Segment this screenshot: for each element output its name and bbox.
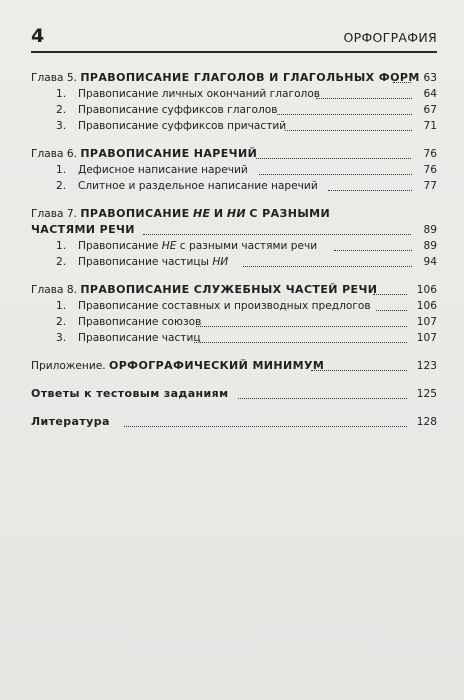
chapter-title: ПРАВОПИСАНИЕ СЛУЖЕБНЫХ ЧАСТЕЙ РЕЧИ (80, 283, 378, 296)
section-number: 2. (56, 316, 67, 328)
leader-dots (316, 98, 412, 99)
toc-appendix[interactable] (31, 358, 437, 374)
page-ref: 63 (423, 72, 437, 84)
chapter-title-part: И (213, 207, 224, 220)
page-ref: 64 (423, 88, 437, 100)
leader-dots (334, 250, 412, 251)
section-title-ne: НЕ (161, 240, 177, 252)
toc-literature[interactable] (31, 414, 437, 430)
chapter-label: Глава 5. (31, 72, 77, 84)
chapter-title-part: ПРАВОПИСАНИЕ (80, 207, 190, 220)
toc-section[interactable] (31, 118, 437, 134)
section-title: Слитное и раздельное написание наречий (78, 180, 318, 192)
section-title: Правописание суффиксов причастий (78, 120, 287, 132)
toc-section[interactable] (31, 298, 437, 314)
toc-section[interactable] (31, 254, 437, 270)
table-of-contents (31, 70, 437, 430)
toc-section[interactable] (31, 178, 437, 194)
page-ref: 125 (416, 388, 437, 400)
toc-chapter-7[interactable] (31, 206, 437, 222)
page-ref: 107 (416, 316, 437, 328)
chapter-label: Глава 8. (31, 284, 77, 296)
page-ref: 128 (416, 416, 437, 428)
page-ref: 123 (416, 360, 437, 372)
leader-dots (238, 398, 407, 399)
chapter-title-part: С РАЗНЫМИ (249, 207, 331, 220)
section-number: 3. (56, 332, 67, 344)
appendix-title: ОРФОГРАФИЧЕСКИЙ МИНИМУМ (108, 359, 325, 372)
chapter-title-ni: НИ (226, 207, 247, 220)
toc-section[interactable] (31, 238, 437, 254)
section-title-pre: Правописание (78, 240, 162, 252)
toc-answers[interactable] (31, 386, 437, 402)
leader-dots (393, 82, 411, 83)
toc-chapter-6[interactable] (31, 146, 437, 162)
toc-section[interactable] (31, 314, 437, 330)
chapter-title-line2: ЧАСТЯМИ РЕЧИ (31, 223, 135, 236)
section-number: 1. (56, 240, 67, 252)
leader-dots (277, 114, 412, 115)
toc-section[interactable] (31, 86, 437, 102)
leader-dots (311, 370, 407, 371)
chapter-label: Глава 6. (31, 148, 77, 160)
leader-dots (143, 234, 411, 235)
toc-section[interactable] (31, 102, 437, 118)
section-title-post: с разными частями речи (176, 240, 318, 252)
toc-chapter-8[interactable] (31, 282, 437, 298)
leader-dots (243, 266, 412, 267)
literature-title: Литература (31, 415, 110, 428)
section-title: Правописание суффиксов глаголов (78, 104, 278, 116)
page-header (31, 27, 437, 53)
section-number: 2. (56, 180, 67, 192)
section-title-pre: Правописание частицы (78, 256, 213, 268)
leader-dots (194, 342, 407, 343)
leader-dots (376, 310, 407, 311)
page-ref: 106 (416, 284, 437, 296)
answers-title: Ответы к тестовым заданиям (31, 387, 229, 400)
page-ref: 67 (423, 104, 437, 116)
page-ref: 77 (423, 180, 437, 192)
section-title: Правописание частиц (78, 332, 201, 344)
chapter-label: Глава 7. (31, 208, 77, 220)
toc-section[interactable] (31, 162, 437, 178)
page-ref: 76 (423, 148, 437, 160)
leader-dots (196, 326, 407, 327)
leader-dots (259, 174, 412, 175)
toc-section[interactable] (31, 330, 437, 346)
toc-chapter-5[interactable] (31, 70, 437, 86)
page-number: 4 (31, 25, 45, 47)
leader-dots (256, 158, 411, 159)
page-ref: 94 (423, 256, 437, 268)
page-ref: 71 (423, 120, 437, 132)
page-ref: 89 (423, 240, 437, 252)
section-number: 1. (56, 88, 67, 100)
chapter-title-ne: НЕ (192, 207, 211, 220)
page-ref: 107 (416, 332, 437, 344)
section-title-ni: НИ (212, 256, 229, 268)
leader-dots (373, 294, 407, 295)
section-number: 2. (56, 104, 67, 116)
leader-dots (328, 190, 412, 191)
section-number: 1. (56, 164, 67, 176)
page-ref: 89 (423, 224, 437, 236)
section-number: 1. (56, 300, 67, 312)
section-title: Дефисное написание наречий (78, 164, 248, 176)
chapter-title: ПРАВОПИСАНИЕ НАРЕЧИЙ (80, 147, 258, 160)
leader-dots (285, 130, 412, 131)
section-number: 3. (56, 120, 67, 132)
running-title: ОРФОГРАФИЯ (343, 30, 437, 45)
toc-chapter-7-cont[interactable] (31, 222, 437, 238)
section-number: 2. (56, 256, 67, 268)
chapter-title: ПРАВОПИСАНИЕ ГЛАГОЛОВ И ГЛАГОЛЬНЫХ ФОРМ (80, 71, 420, 84)
leader-dots (124, 426, 407, 427)
section-title: Правописание личных окончаний глаголов (78, 88, 321, 100)
page-ref: 106 (416, 300, 437, 312)
appendix-label: Приложение. (31, 360, 106, 372)
section-title: Правописание составных и производных предлогов (78, 300, 371, 312)
section-title: Правописание союзов (78, 316, 202, 328)
page-ref: 76 (423, 164, 437, 176)
